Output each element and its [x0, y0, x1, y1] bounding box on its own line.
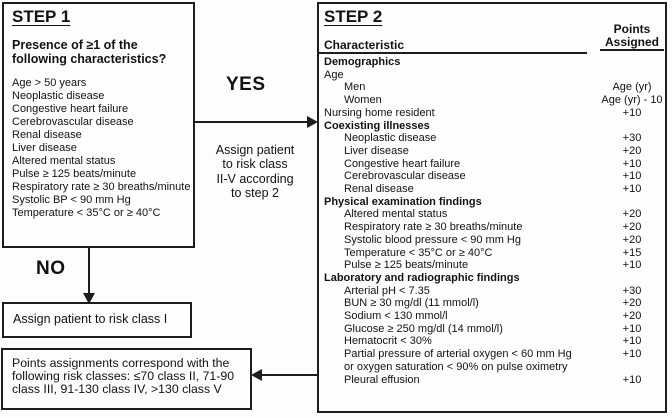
- text-line: following characteristics?: [12, 52, 167, 66]
- characteristic-label: Demographics: [324, 56, 401, 68]
- text-line: Temperature < 35°C or ≥ 40°C: [12, 207, 161, 219]
- step2-row: [319, 297, 664, 310]
- points-value: +10: [622, 348, 642, 361]
- step2-row: [319, 183, 664, 196]
- step2-row: [319, 272, 664, 285]
- text-line: Points assignments correspond with the: [12, 356, 230, 370]
- text-line: Pulse ≥ 125 beats/minute: [12, 168, 137, 180]
- points-value: +10: [622, 373, 642, 386]
- points-value: [600, 56, 664, 69]
- characteristic-label: Women: [344, 94, 382, 107]
- points-assigned-column-header: [600, 23, 664, 49]
- points-value: [600, 69, 664, 82]
- points-value: +30: [622, 132, 642, 145]
- text-line: following risk classes: ≤70 class II, 71-90: [12, 368, 235, 383]
- characteristic-label: Congestive heart failure: [344, 157, 461, 170]
- characteristic-label: Temperature < 35°C or ≥ 40°C: [344, 246, 493, 259]
- points-header-rule: [600, 49, 664, 51]
- points-value: [600, 120, 664, 133]
- points-value: +20: [622, 144, 642, 157]
- step2-row: [319, 69, 664, 82]
- text-line: Liver disease: [12, 142, 77, 154]
- characteristic-label: Respiratory rate ≥ 30 breaths/minute: [344, 221, 523, 234]
- points-value: +20: [622, 297, 642, 310]
- points-value: +10: [622, 322, 642, 335]
- characteristic-label: Men: [344, 81, 366, 94]
- step2-row: [319, 361, 664, 374]
- characteristic-label: Cerebrovascular disease: [344, 170, 466, 183]
- step2-row: [319, 94, 664, 107]
- characteristic-label: Nursing home resident: [324, 106, 435, 119]
- text-line: Age > 50 years: [12, 77, 87, 89]
- step2-row: [319, 310, 664, 323]
- step2-row: [319, 247, 664, 260]
- step2-row: [319, 208, 664, 221]
- text-line: Presence of ≥1 of the: [12, 38, 138, 52]
- text-line: to step 2: [231, 186, 279, 201]
- step2-row: [319, 81, 664, 94]
- step2-row: [319, 234, 664, 247]
- text-line: Altered mental status: [12, 155, 116, 167]
- step1-criteria-list: [12, 77, 190, 220]
- text-line: Points: [613, 22, 651, 36]
- step2-row: [319, 145, 664, 158]
- characteristic-label: BUN ≥ 30 mg/dl (11 mmol/l): [344, 297, 479, 310]
- text-line: Respiratory rate ≥ 30 breaths/minute: [12, 181, 191, 193]
- points-value: +10: [622, 259, 642, 272]
- points-value: +10: [622, 170, 642, 183]
- characteristic-label: Pulse ≥ 125 beats/minute: [344, 259, 469, 272]
- characteristic-label: Partial pressure of arterial oxygen < 60 mm Hg: [344, 348, 572, 361]
- characteristic-label: Hematocrit < 30%: [344, 335, 432, 348]
- step2-row: [319, 158, 664, 171]
- points-value: +10: [622, 157, 642, 170]
- yes-branch-note: [200, 143, 310, 201]
- text-line: II-V according: [216, 171, 294, 186]
- characteristic-label: Neoplastic disease: [344, 132, 437, 145]
- points-value: +20: [622, 233, 642, 246]
- step2-row: [319, 285, 664, 298]
- characteristic-label: Laboratory and radiographic findings: [324, 271, 520, 284]
- points-value: +20: [622, 221, 642, 234]
- step2-row: [319, 221, 664, 234]
- points-value: +10: [622, 335, 642, 348]
- step1-title: STEP 1: [12, 7, 71, 26]
- text-line: class III, 91-130 class IV, >130 class V: [12, 381, 222, 396]
- text-line: Renal disease: [12, 129, 82, 141]
- no-arrow-line: [88, 248, 90, 296]
- characteristic-column-header: Characteristic: [324, 38, 405, 52]
- points-value: +20: [622, 208, 642, 221]
- step2-row: [319, 259, 664, 272]
- points-note-box: [1, 348, 252, 410]
- characteristic-label: Systolic blood pressure < 90 mm Hg: [344, 233, 521, 246]
- text-line: Assign patient: [215, 143, 295, 157]
- step2-row: [319, 120, 664, 133]
- text-line: Assigned: [604, 35, 659, 49]
- text-line: to risk class: [222, 157, 288, 172]
- characteristic-label: Arterial pH < 7.35: [344, 284, 430, 297]
- points-value: +30: [622, 284, 642, 297]
- step2-rows: [319, 56, 664, 386]
- step2-row: [319, 170, 664, 183]
- points-value: [600, 272, 664, 285]
- characteristic-label: or oxygen saturation < 90% on pulse oximetry: [344, 360, 568, 373]
- no-label: NO: [36, 258, 66, 279]
- characteristic-label: Age: [324, 68, 344, 81]
- step2-row: [319, 196, 664, 209]
- points-value: [600, 361, 664, 374]
- characteristic-label: Sodium < 130 mmol/l: [344, 310, 448, 323]
- step2-box: [317, 2, 667, 413]
- step1-question: [12, 38, 166, 66]
- characteristic-label: Coexisting illnesses: [324, 119, 430, 132]
- characteristic-header-rule: [319, 52, 587, 54]
- step2-row: [319, 348, 664, 361]
- points-value: [600, 196, 664, 209]
- characteristic-label: Glucose ≥ 250 mg/dl (14 mmol/l): [344, 322, 503, 335]
- step2-row: [319, 132, 664, 145]
- points-arrow-line: [261, 374, 318, 376]
- step2-row: [319, 56, 664, 69]
- points-value: +20: [622, 310, 642, 323]
- step2-row: [319, 107, 664, 120]
- yes-label: YES: [226, 74, 266, 95]
- text-line: Cerebrovascular disease: [12, 116, 134, 128]
- text-line: Congestive heart failure: [12, 103, 129, 115]
- points-arrow-head-icon: [251, 369, 262, 381]
- points-value: Age (yr): [612, 81, 652, 94]
- characteristic-label: Liver disease: [344, 144, 409, 157]
- characteristic-label: Renal disease: [344, 183, 414, 196]
- risk-class1-text: Assign patient to risk class I: [13, 312, 168, 326]
- points-value: +10: [622, 183, 642, 196]
- characteristic-label: Physical examination findings: [324, 195, 482, 208]
- text-line: Neoplastic disease: [12, 90, 105, 102]
- step2-row: [319, 323, 664, 336]
- text-line: Systolic BP < 90 mm Hg: [12, 194, 131, 206]
- step2-row: [319, 335, 664, 348]
- points-value: Age (yr) - 10: [601, 94, 663, 107]
- characteristic-label: Altered mental status: [344, 208, 448, 221]
- risk-class1-box: [2, 302, 192, 338]
- step2-row: [319, 374, 664, 387]
- step2-title: STEP 2: [324, 7, 383, 26]
- yes-arrow-line: [195, 121, 308, 123]
- points-value: +15: [622, 246, 642, 259]
- characteristic-label: Pleural effusion: [344, 373, 420, 386]
- points-value: +10: [622, 106, 642, 119]
- step1-box: [2, 2, 195, 248]
